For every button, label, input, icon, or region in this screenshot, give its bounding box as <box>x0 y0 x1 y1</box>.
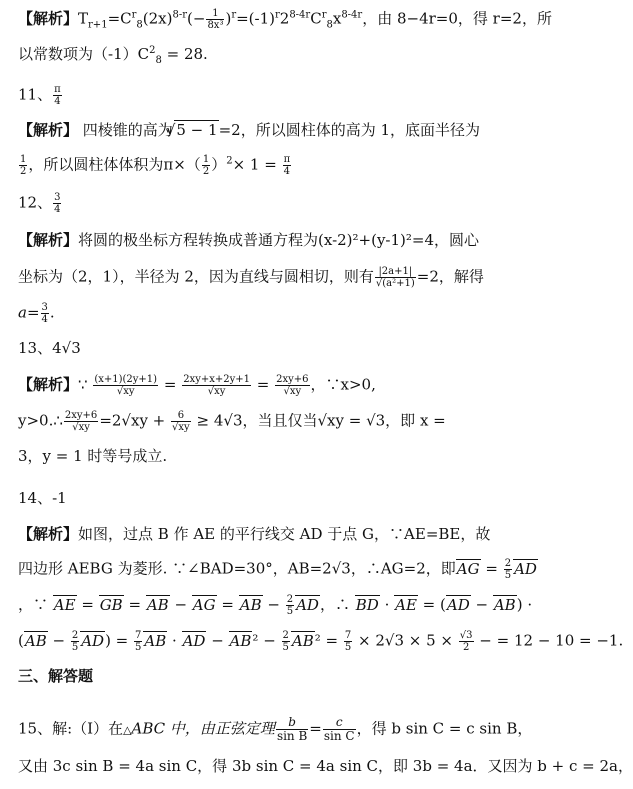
q14-analysis-line-1: 【解析】如图，过点 B 作 AE 的平行线交 AD 于点 G，∵AE=BE，故 <box>18 525 491 543</box>
q14-analysis-line-3: ，∵ AE = GB = AB − AG = AB − $\frac{2}{5}$ AD，∴ BD · AE = (AD − AB) · <box>18 594 533 617</box>
q12-analysis-line-3: a= $\frac{3}{4}$ . <box>18 302 55 325</box>
analysis-tag: 【解析】 <box>18 375 79 394</box>
q14-analysis-line-4: (AB − $\frac{2}{5}$ AD) = $\frac{7}{5}$ AB · AD − AB² − $\frac{2}{5}$ AB² = $\frac{7}{5}$ × 2√3 × 5 × $\frac{√3}{2}$ − = 12 − 10 = −1. <box>18 630 624 653</box>
q11-answer: 11、 $\frac{\pi}{4}$ <box>18 84 61 107</box>
q15-line-2: 又由 3c sin B = 4a sin C，得 3b sin C = 4a sin C，即 3b = 4a．又因为 b + c = 2a， <box>18 757 633 775</box>
q12-answer: 12、 $\frac{3}{4}$ <box>18 192 61 215</box>
analysis-tag: 【解析】 <box>18 121 79 139</box>
analysis-tag: 【解析】 <box>18 9 79 28</box>
q14-answer: 14、-1 <box>18 489 67 507</box>
q12-analysis-line-1: 【解析】将圆的极坐标方程转换成普通方程为(x-2)²+(y-1)²=4，圆心 <box>18 231 480 249</box>
q13-answer: 13、4√3 <box>18 339 81 357</box>
fraction: $\frac{3}{4}$ <box>54 192 61 215</box>
analysis-tag: 【解析】 <box>18 231 79 249</box>
q14-analysis-line-2: 四边形 AEBG 为菱形. ∵∠BAD=30°，AB=2√3，∴AG=2，即AG = $\frac{2}{5}$ AD <box>18 558 537 581</box>
q10-line-2: 以常数项为$(-1)C^2_8 = 28$. <box>18 45 208 66</box>
section-heading: 三、解答题 <box>18 667 94 685</box>
q13-analysis-line-1: 【解析】∵ $\frac{(x+1)(2y+1)}{√xy}$ = $\frac{2xy+x+2y+1}{√xy}$ = $\frac{2xy+6}{√xy}$ ，∵x>0, <box>18 374 376 397</box>
fraction: $\frac{1}{\text{8x³}}$ <box>207 8 224 31</box>
q15-line-1: 15、解:（Ⅰ）在△ABC 中，由正弦定理 $\frac{b}{\text{sin B}}$ = $\frac{c}{\text{sin C}}$ ，得 b sin C = c sin B， <box>18 715 533 743</box>
q10-line-1: 【解析】$T_{r+1}=C^r_8(2x)^{8-r}(-$ $\frac{1}{\text{8x³}}$ )$^r=(-1)^r2^{8-4r}C^r_8x^{8-4r}$，由 8−4r=0，得 r=2，所 <box>18 8 552 31</box>
analysis-tag: 【解析】 <box>18 525 79 543</box>
q11-analysis-line-2: $\frac{1}{2}$ ，所以圆柱体体积为π×（ $\frac{1}{2}$ ）$^2$× 1 = $\frac{\pi}{4}$ <box>20 154 291 177</box>
q11-analysis-line-1: 【解析】 四棱锥的高为√ 5 − 1=2，所以圆柱体的高为 1，底面半径为 <box>18 120 538 140</box>
fraction: $\frac{\pi}{4}$ <box>54 84 61 107</box>
q13-analysis-line-2: y>0.∴ $\frac{2xy+6}{√xy}$ =2√xy + $\frac{6}{√xy}$ ≥ 4√3，当且仅当√xy = √3，即 x = <box>18 410 446 433</box>
q13-analysis-line-3: 3，y = 1 时等号成立. <box>18 447 168 465</box>
q12-analysis-line-2: 坐标为（2，1），半径为 2，因为直线与圆相切，则有 $\frac{|2a+1|}{\text{√(a²+1)}}$ =2，解得 <box>18 266 484 289</box>
